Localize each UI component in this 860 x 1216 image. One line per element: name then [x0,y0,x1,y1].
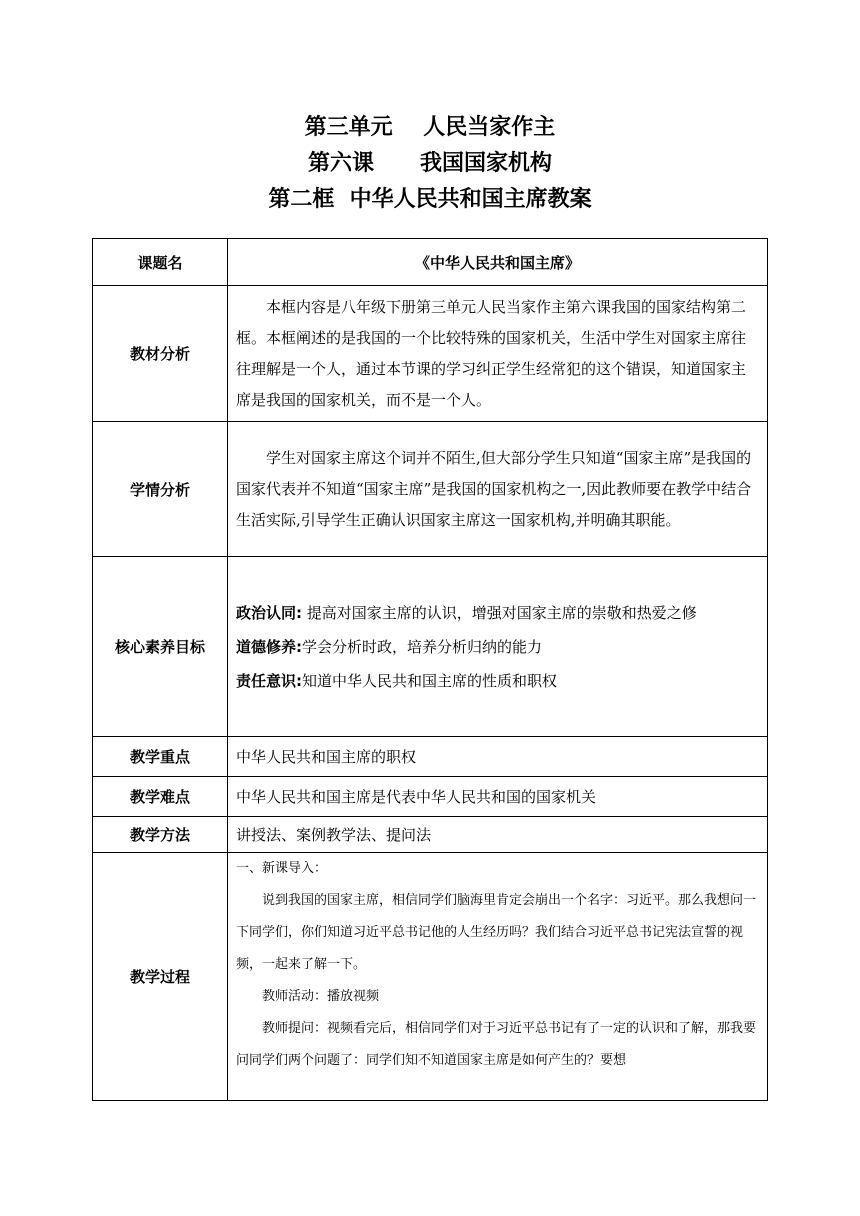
goal-duty: 责任意识:知道中华人民共和国主席的性质和职权 [236,671,558,690]
row-process [93,853,768,1101]
process-paragraph-3: 教师提问：视频看完后，相信同学们对于习近平总书记有了一定的认识和了解，那我要问同学们两个问题了：同学们知不知道国家主席是如何产生的？要想 [236,1021,757,1068]
goal-moral: 道德修养:学会分析时政，培养分析归纳的能力 [236,637,543,656]
difficulty-value: 中华人民共和国主席是代表中华人民共和国的国家机关 [228,777,768,817]
students-text: 学生对国家主席这个词并不陌生,但大部分学生只知道“国家主席”是我国的国家代表并不知道“国家主席”是我国的国家机构之一,因此教师要在教学中结合生活实际,引导学生正确认识国家主席这一国家机构,并明确其职能。 [236,448,752,529]
method-value: 讲授法、案例教学法、提问法 [228,817,768,853]
row-key-point [93,737,768,777]
key-point-value: 中华人民共和国主席的职权 [228,737,768,777]
students-label: 学情分析 [93,422,228,557]
row-topic [93,239,768,286]
title-block [0,110,860,218]
textbook-text: 本框内容是八年级下册第三单元人民当家作主第六课我国的国家结构第二框。本框阐述的是我国的一个比较特殊的国家机关，生活中学生对国家主席往往理解是一个人，通过本节课的学习纠正学生经常犯的这个错误，知道国家主席是我国的国家机关，而不是一个人。 [236,297,747,409]
method-label: 教学方法 [93,817,228,853]
row-goals [93,557,768,737]
process-heading: 一、新课导入： [236,861,328,876]
topic-label: 课题名 [93,239,228,286]
unit-title: 第三单元 人民当家作主 [304,115,556,140]
process-label: 教学过程 [93,853,228,1101]
row-method [93,817,768,853]
row-textbook [93,286,768,422]
goal-political: 政治认同: 提高对国家主席的认识，增强对国家主席的崇敬和热爱之修 [236,603,697,622]
key-point-label: 教学重点 [93,737,228,777]
goals-label: 核心素养目标 [93,557,228,737]
topic-value: 《中华人民共和国主席》 [228,239,768,286]
process-paragraph-2: 教师活动：播放视频 [262,989,380,1004]
lesson-title: 第六课 我国国家机构 [308,151,552,176]
difficulty-label: 教学难点 [93,777,228,817]
row-students [93,422,768,557]
row-difficulty [93,777,768,817]
lesson-plan-table [92,238,768,1101]
process-content [236,853,759,1093]
frame-title: 第二框 中华人民共和国主席教案 [268,187,592,212]
textbook-label: 教材分析 [93,286,228,422]
process-paragraph-1: 说到我国的国家主席，相信同学们脑海里肯定会崩出一个名字：习近平。那么我想问一下同学们，你们知道习近平总书记他的人生经历吗？我们结合习近平总书记宪法宣誓的视频，一起来了解一下。 [236,893,757,972]
